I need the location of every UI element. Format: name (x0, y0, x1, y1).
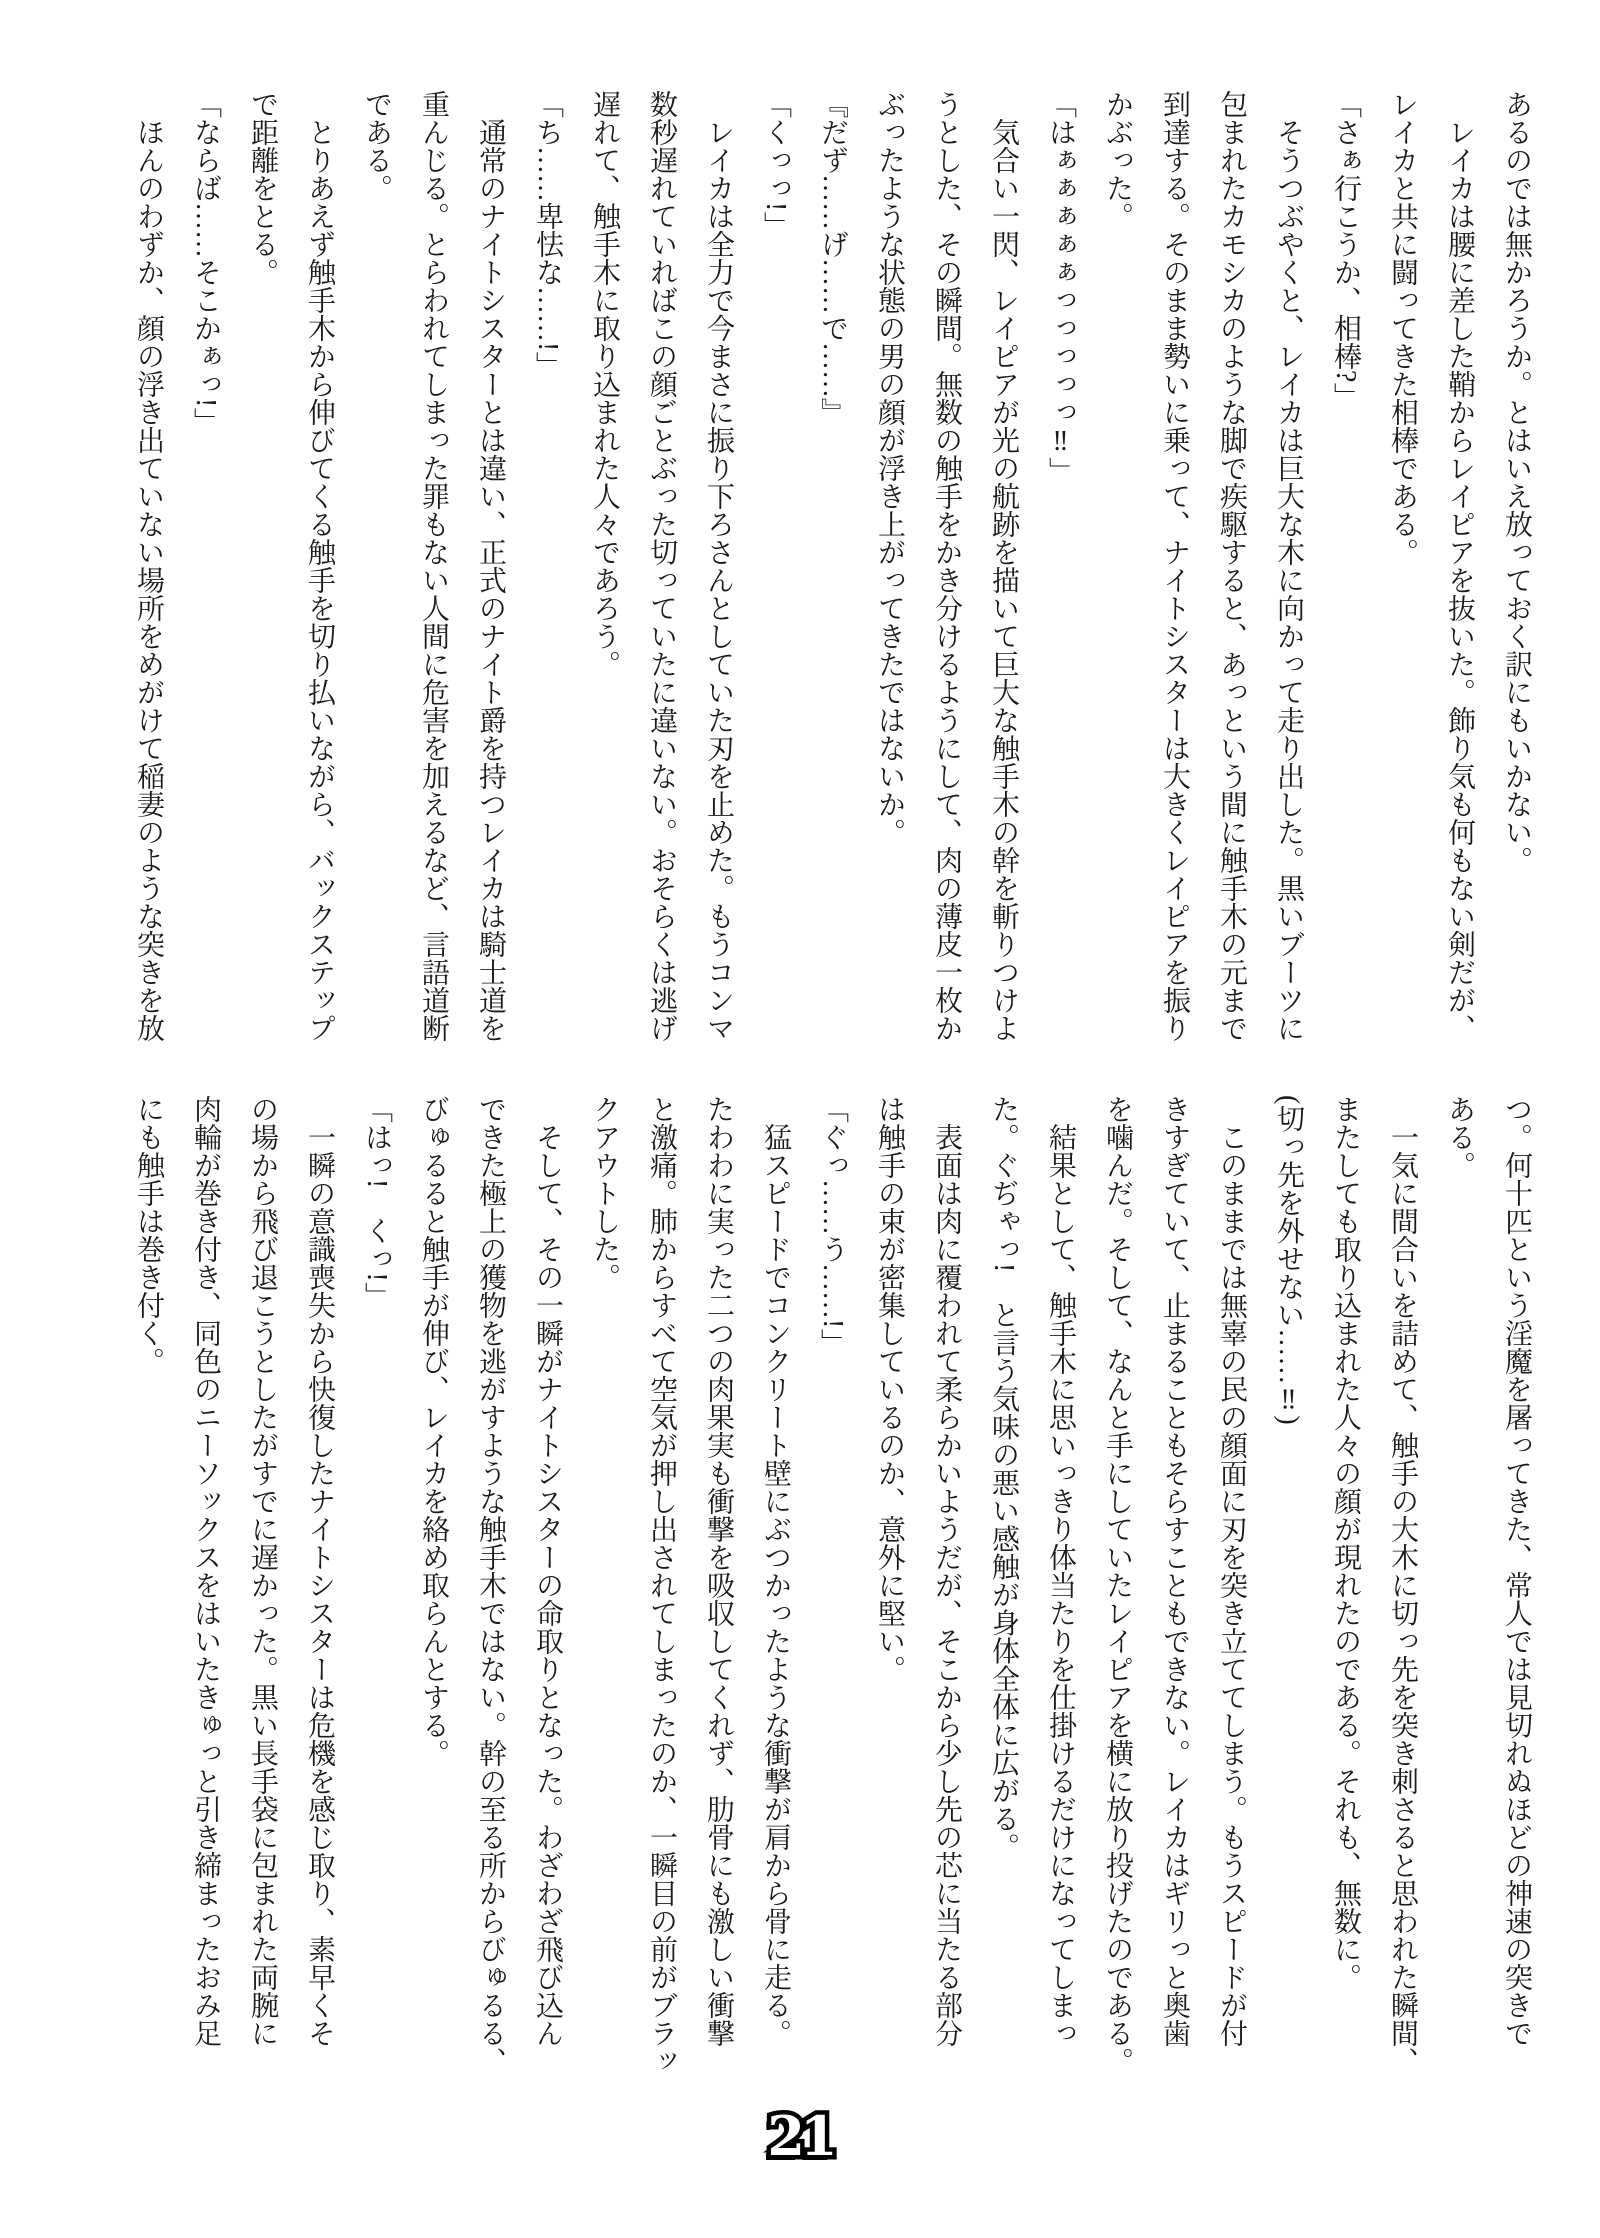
text-line: を噛んだ。そして、なんと手にしていたレイピアを横に放り投げたのである。 (1102, 1095, 1133, 2075)
text-line: 通常のナイトシスターとは違い、正式のナイト爵を持つレイカは騎士道を (475, 90, 506, 1042)
text-line: 「さぁ行こうか、相棒?」 (1330, 90, 1361, 411)
text-line: レイカは全力で今まさに振り下ろさんとしていた刃を止めた。もうコンマ (703, 90, 734, 1042)
text-line: きすぎていて、止まることもそらすこともできない。レイカはギリっと奥歯 (1159, 1095, 1190, 2047)
text-line: 「ぐっ……う……!」 (817, 1095, 848, 1357)
text-line: 肉輪が巻き付き、同色のニーソックスをはいたきゅっと引き締まったおみ足 (190, 1095, 221, 2047)
text-line: あるのでは無かろうか。とはいえ放っておく訳にもいかない。 (1501, 90, 1532, 874)
text-line: 『だず……げ……で……』 (817, 90, 848, 426)
text-line: (切っ先を外せない……‼) (1273, 1095, 1304, 1425)
text-line: 気合い一閃、レイピアが光の航跡を描いて巨大な触手木の幹を斬りつけよ (988, 90, 1019, 1042)
text-line: そうつぶやくと、レイカは巨大な木に向かって走り出した。黒いブーツに (1273, 90, 1304, 1042)
text-line: 「くっっ!」 (760, 90, 791, 240)
text-line: の場から飛び退こうとしたがすでに遅かった。黒い長手袋に包まれた両腕に (247, 1095, 278, 2047)
text-line: 猛スピードでコンクリート壁にぶつかったような衝撃が肩から骨に走る。 (760, 1095, 791, 2047)
text-line: にも触手は巻き付く。 (133, 1095, 164, 1375)
text-line: できた極上の獲物を逃がすような触手木ではない。幹の至る所からびゅるる、 (475, 1095, 506, 2075)
text-block-bottom (120, 1095, 1545, 2075)
text-line: ある。 (1444, 1095, 1475, 1179)
text-line: 「ならば……そこかぁっ!」 (190, 90, 221, 436)
text-line: レイカは腰に差した鞘からレイピアを抜いた。飾り気も何もない剣だが、 (1444, 90, 1475, 1042)
text-line: た。ぐぢゃっ! と言う気味の悪い感触が身体全体に広がる。 (988, 1095, 1019, 1861)
text-line: とりあえず触手木から伸びてくる触手を切り払いながら、バックステップ (304, 90, 335, 1042)
text-line: 遅れて、触手木に取り込まれた人々であろう。 (589, 90, 620, 678)
text-line: レイカと共に闘ってきた相棒である。 (1387, 90, 1418, 566)
text-line: 一気に間合いを詰めて、触手の大木に切っ先を突き刺さると思われた瞬間、 (1387, 1095, 1418, 2075)
text-line: 到達する。そのまま勢いに乗って、ナイトシスターは大きくレイピアを振り (1159, 90, 1190, 1042)
text-line: は触手の束が密集しているのか、意外に堅い。 (874, 1095, 905, 1683)
text-line: そして、その一瞬がナイトシスターの命取りとなった。わざわざ飛び込ん (532, 1095, 563, 2047)
text-line: 包まれたカモシカのような脚で疾駆すると、あっという間に触手木の元まで (1216, 90, 1247, 1042)
text-line: このままでは無辜の民の顔面に刃を突き立ててしまう。もうスピードが付 (1216, 1095, 1247, 2047)
text-line: うとした、その瞬間。無数の触手をかき分けるようにして、肉の薄皮一枚か (931, 90, 962, 1042)
text-line: ほんのわずか、顔の浮き出ていない場所をめがけて稲妻のような突きを放 (133, 90, 164, 1042)
text-line: たわわに実った二つの肉果実も衝撃を吸収してくれず、肋骨にも激しい衝撃 (703, 1095, 734, 2047)
text-line: と激痛。肺からすべて空気が押し出されてしまったのか、一瞬目の前がブラッ (646, 1095, 677, 2075)
text-line: つ。何十匹という淫魔を屠ってきた、常人では見切れぬほどの神速の突きで (1501, 1095, 1532, 2047)
text-line: 数秒遅れていればこの顔ごとぶった切っていたに違いない。おそらくは逃げ (646, 90, 677, 1042)
text-line: で距離をとる。 (247, 90, 278, 286)
text-line: である。 (361, 90, 392, 202)
text-line: びゅるると触手が伸び、レイカを絡め取らんとする。 (418, 1095, 449, 1767)
text-line: ぶったような状態の男の顔が浮き上がってきたではないか。 (874, 90, 905, 846)
text-line: 「ち……卑怯な……!」 (532, 90, 563, 380)
text-line: 「はっ! くっ!」 (361, 1095, 392, 1310)
text-line: 重んじる。とらわれてしまった罪もない人間に危害を加えるなど、言語道断 (418, 90, 449, 1042)
text-line: クアウトした。 (589, 1095, 620, 1291)
text-line: 一瞬の意識喪失から快復したナイトシスターは危機を感じ取り、素早くそ (304, 1095, 335, 2047)
text-line: またしても取り込まれた人々の顔が現れたのである。それも、無数に。 (1330, 1095, 1361, 1991)
page-footer (0, 2104, 1600, 2168)
page-number: 21 (767, 2104, 833, 2168)
text-line: かぶった。 (1102, 90, 1133, 230)
text-line: 結果として、触手木に思いっきり体当たりを仕掛けるだけになってしまっ (1045, 1095, 1076, 2047)
text-block-top (120, 90, 1545, 1045)
text-line: 表面は肉に覆われて柔らかいようだが、そこから少し先の芯に当たる部分 (931, 1095, 962, 2047)
text-line: 「はぁぁぁぁぁっっっっっ‼」 (1045, 90, 1076, 485)
